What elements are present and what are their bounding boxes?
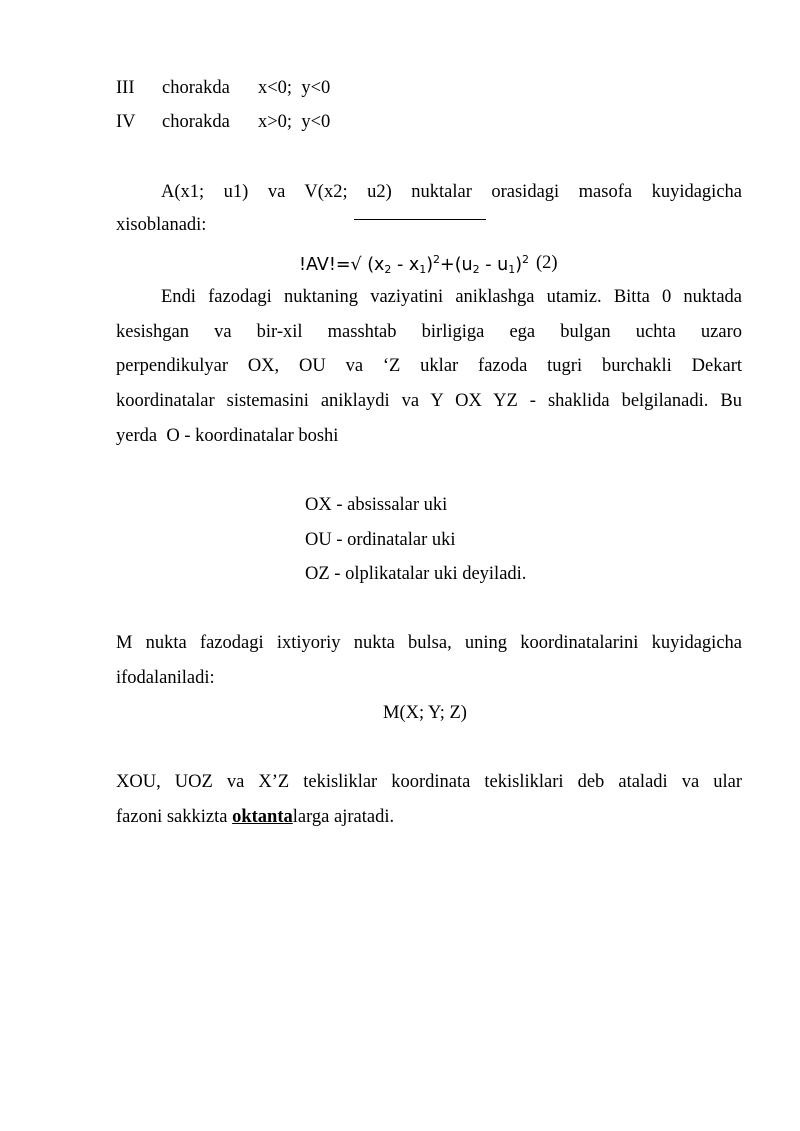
paragraph-4-line-2 xyxy=(116,807,394,828)
formula-part: ) xyxy=(515,255,523,275)
quadrant-word: chorakda xyxy=(162,78,230,98)
formula-part: - x xyxy=(391,255,420,275)
formula-superscript: 2 xyxy=(522,253,530,266)
formula-part: ) xyxy=(426,255,434,275)
quadrant-condition: x<0; y<0 xyxy=(258,78,331,98)
formula-part: +(u xyxy=(440,255,473,275)
axis-oz-definition: OZ - olplikatalar uki deyiladi. xyxy=(305,564,527,584)
paragraph-2-line-4: koordinatalar sistemasini aniklaydi va Y OX YZ - shaklida belgilanadi. Bu xyxy=(116,391,742,411)
oktanta-term: oktanta xyxy=(232,807,293,827)
paragraph-2-line-2: kesishgan va bir-xil masshtab birligiga ega bulgan uchta uzaro xyxy=(116,322,742,342)
paragraph-2-line-1: Endi fazodagi nuktaning vaziyatini aniklashga utamiz. Bitta 0 nuktada xyxy=(161,287,742,307)
formula-subscript: 1 xyxy=(419,263,427,276)
quadrant-number: IV xyxy=(116,112,136,132)
formula-number: (2) xyxy=(536,253,558,273)
distance-intro-line-1: A(x1; u1) va V(x2; u2) nuktalar orasidagi masofa kuyidagicha xyxy=(161,182,742,202)
axis-ou-definition: OU - ordinatalar uki xyxy=(305,530,456,550)
formula-lhs: !AV!=√ (x xyxy=(299,255,385,275)
paragraph-2-line-3: perpendikulyar OX, OU va ‘Z uklar fazoda tugri burchakli Dekart xyxy=(116,356,742,376)
quadrant-word: chorakda xyxy=(162,112,230,132)
formula-part: - u xyxy=(479,255,509,275)
quadrant-condition: x>0; y<0 xyxy=(258,112,331,132)
formula-subscript: 2 xyxy=(472,263,480,276)
quadrant-row-iii xyxy=(116,78,330,99)
quadrant-row-iv xyxy=(116,112,330,133)
quadrant-number: III xyxy=(116,78,135,98)
paragraph-2-line-5: yerda O - koordinatalar boshi xyxy=(116,426,339,446)
distance-formula xyxy=(299,253,529,276)
paragraph-3-line-1: M nukta fazodagi ixtiyoriy nukta bulsa, uning koordinatalarini kuyidagicha xyxy=(116,633,742,653)
formula-superscript: 2 xyxy=(433,253,441,266)
point-coordinates: M(X; Y; Z) xyxy=(383,703,467,723)
paragraph-3-line-2: ifodalaniladi: xyxy=(116,668,215,688)
distance-intro-line-2: xisoblanadi: xyxy=(116,215,207,235)
paragraph-4-line-1: XOU, UOZ va X’Z tekisliklar koordinata tekisliklari deb ataladi va ular xyxy=(116,772,742,792)
text-run: fazoni sakkizta xyxy=(116,807,233,827)
formula-subscript: 1 xyxy=(508,263,516,276)
axis-ox-definition: OX - absissalar uki xyxy=(305,495,448,515)
text-run: larga ajratadi. xyxy=(292,807,395,827)
sqrt-overline xyxy=(354,219,486,220)
formula-subscript: 2 xyxy=(384,263,392,276)
